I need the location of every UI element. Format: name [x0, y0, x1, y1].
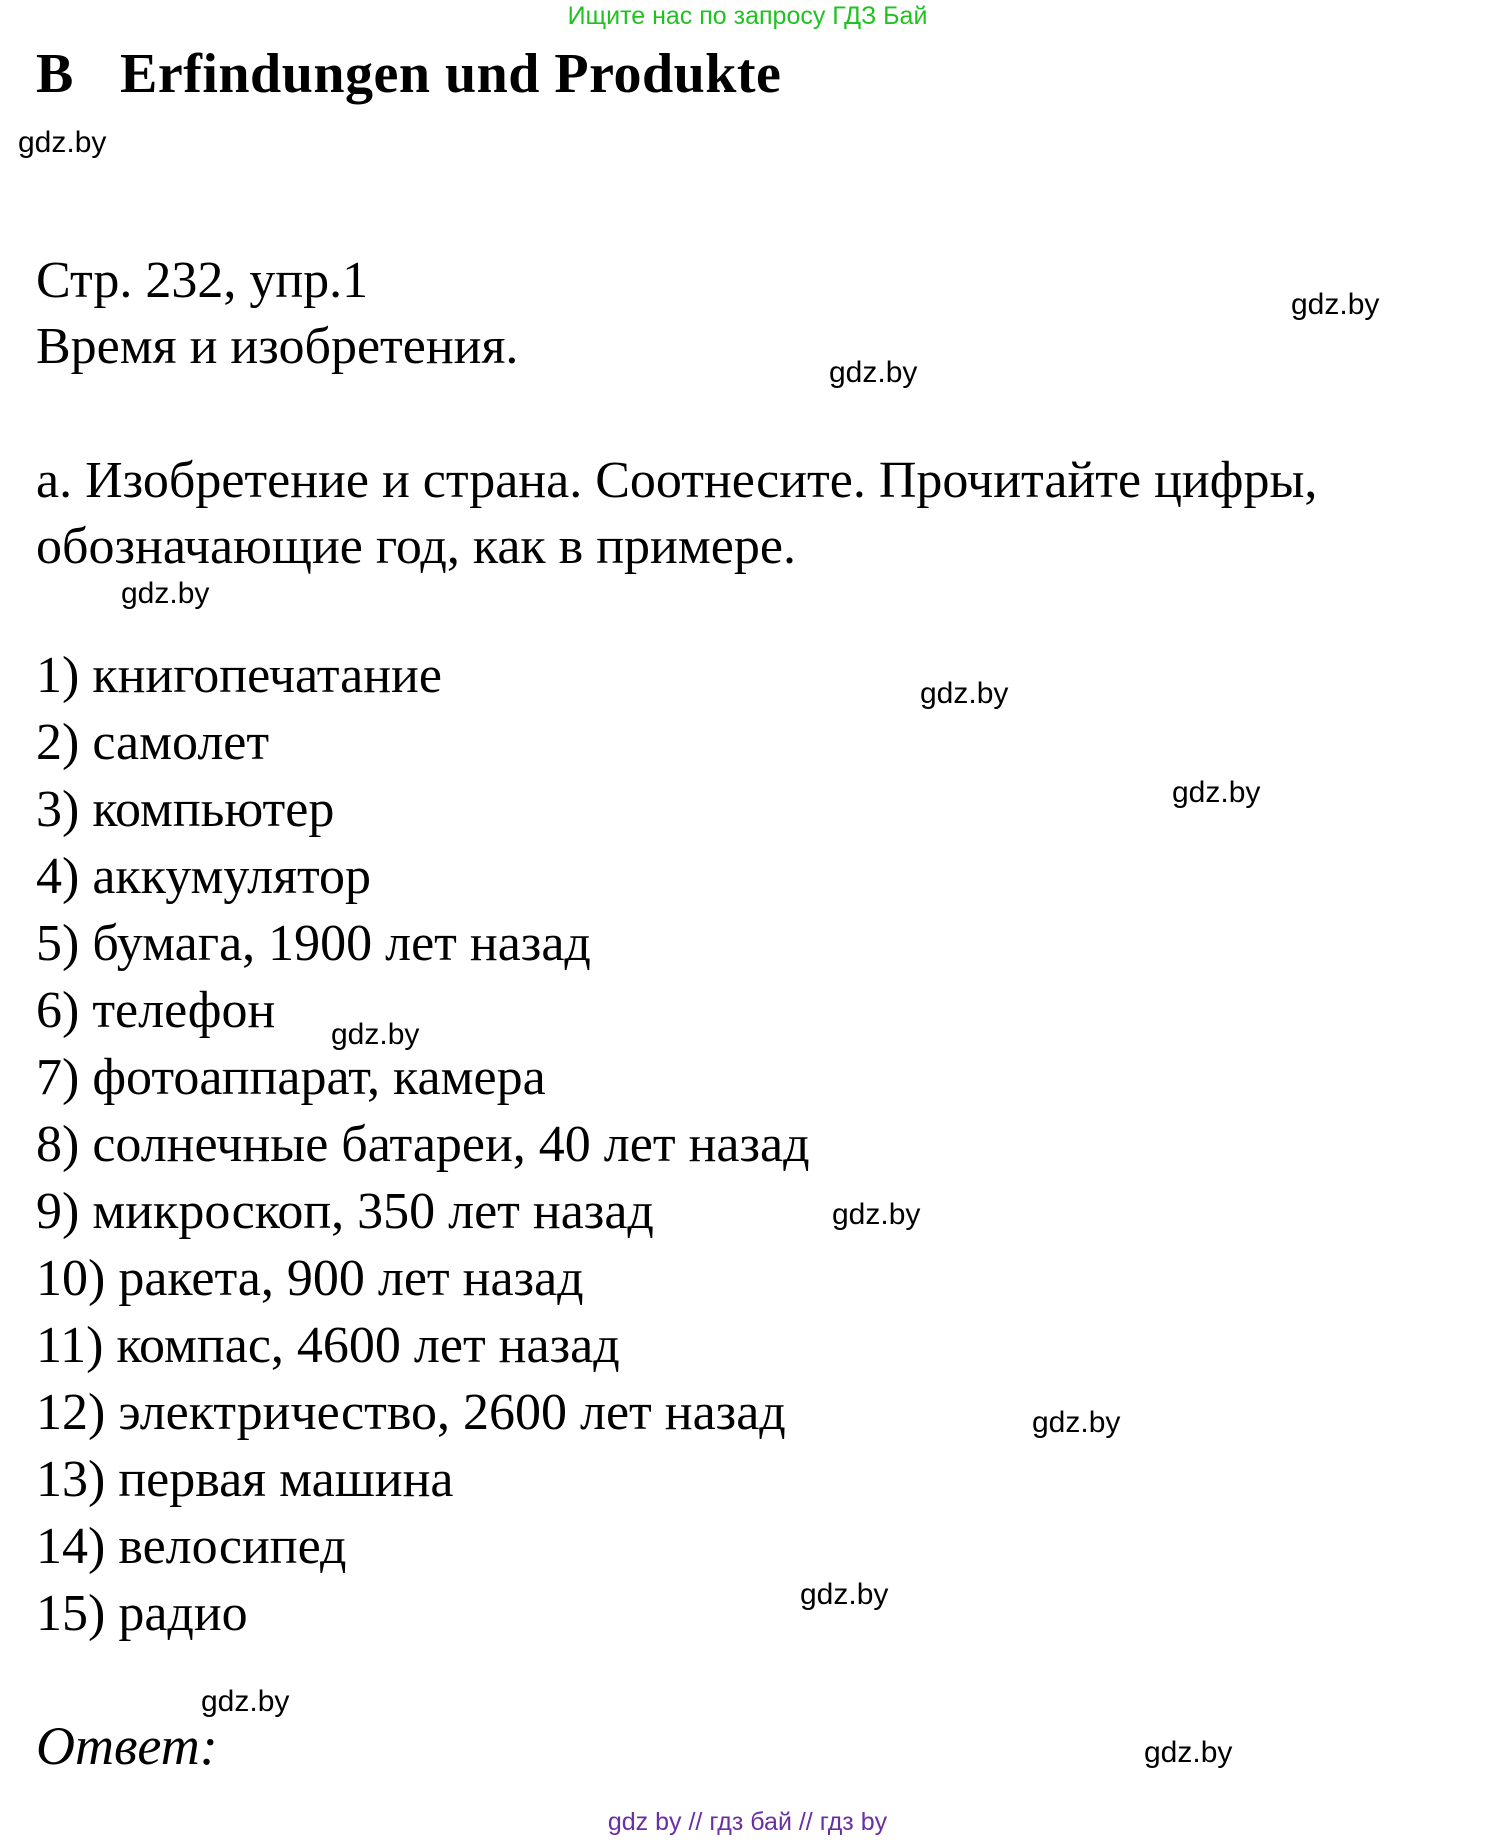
- list-item: 10) ракета, 900 лет назад: [36, 1250, 584, 1307]
- watermark: gdz.by: [829, 356, 918, 389]
- section-letter: B: [36, 43, 74, 105]
- top-banner: Ищите нас по запросу ГДЗ Бай: [567, 2, 928, 30]
- watermark: gdz.by: [331, 1018, 420, 1051]
- watermark: gdz.by: [201, 1685, 290, 1718]
- list-item: 3) компьютер: [36, 781, 335, 838]
- task-instruction-line-1: а. Изобретение и страна. Соотнесите. Прочитайте цифры,: [36, 452, 1318, 509]
- list-item: 11) компас, 4600 лет назад: [36, 1317, 620, 1374]
- task-instruction-line-2: обозначающие год, как в примере.: [36, 518, 796, 575]
- list-item: 13) первая машина: [36, 1451, 454, 1508]
- section-title: Erfindungen und Produkte: [120, 43, 782, 105]
- watermark: gdz.by: [1172, 776, 1261, 809]
- page-reference: Стр. 232, упр.1: [36, 252, 369, 309]
- footer-links: gdz by // гдз бай // гдз by: [607, 1808, 888, 1836]
- list-item: 7) фотоаппарат, камера: [36, 1049, 546, 1106]
- answer-label: Ответ:: [36, 1716, 218, 1776]
- list-item: 15) радио: [36, 1585, 248, 1642]
- list-item: 4) аккумулятор: [36, 848, 372, 905]
- list-item: 12) электричество, 2600 лет назад: [36, 1384, 786, 1441]
- watermark: gdz.by: [1032, 1406, 1121, 1439]
- list-item: 14) велосипед: [36, 1518, 347, 1575]
- watermark: gdz.by: [920, 677, 1009, 710]
- list-item: 2) самолет: [36, 714, 270, 771]
- watermark: gdz.by: [1291, 288, 1380, 321]
- list-item: 8) солнечные батареи, 40 лет назад: [36, 1116, 810, 1173]
- watermark: gdz.by: [1144, 1736, 1233, 1769]
- watermark: gdz.by: [800, 1578, 889, 1611]
- watermark: gdz.by: [18, 126, 107, 159]
- list-item: 6) телефон: [36, 982, 276, 1039]
- list-item: 5) бумага, 1900 лет назад: [36, 915, 591, 972]
- list-item: 1) книгопечатание: [36, 647, 442, 704]
- exercise-topic: Время и изобретения.: [36, 318, 519, 375]
- watermark: gdz.by: [121, 577, 210, 610]
- inventions-list: [36, 642, 810, 1647]
- watermark: gdz.by: [832, 1198, 921, 1231]
- list-item: 9) микроскоп, 350 лет назад: [36, 1183, 654, 1240]
- section-heading: [36, 42, 781, 106]
